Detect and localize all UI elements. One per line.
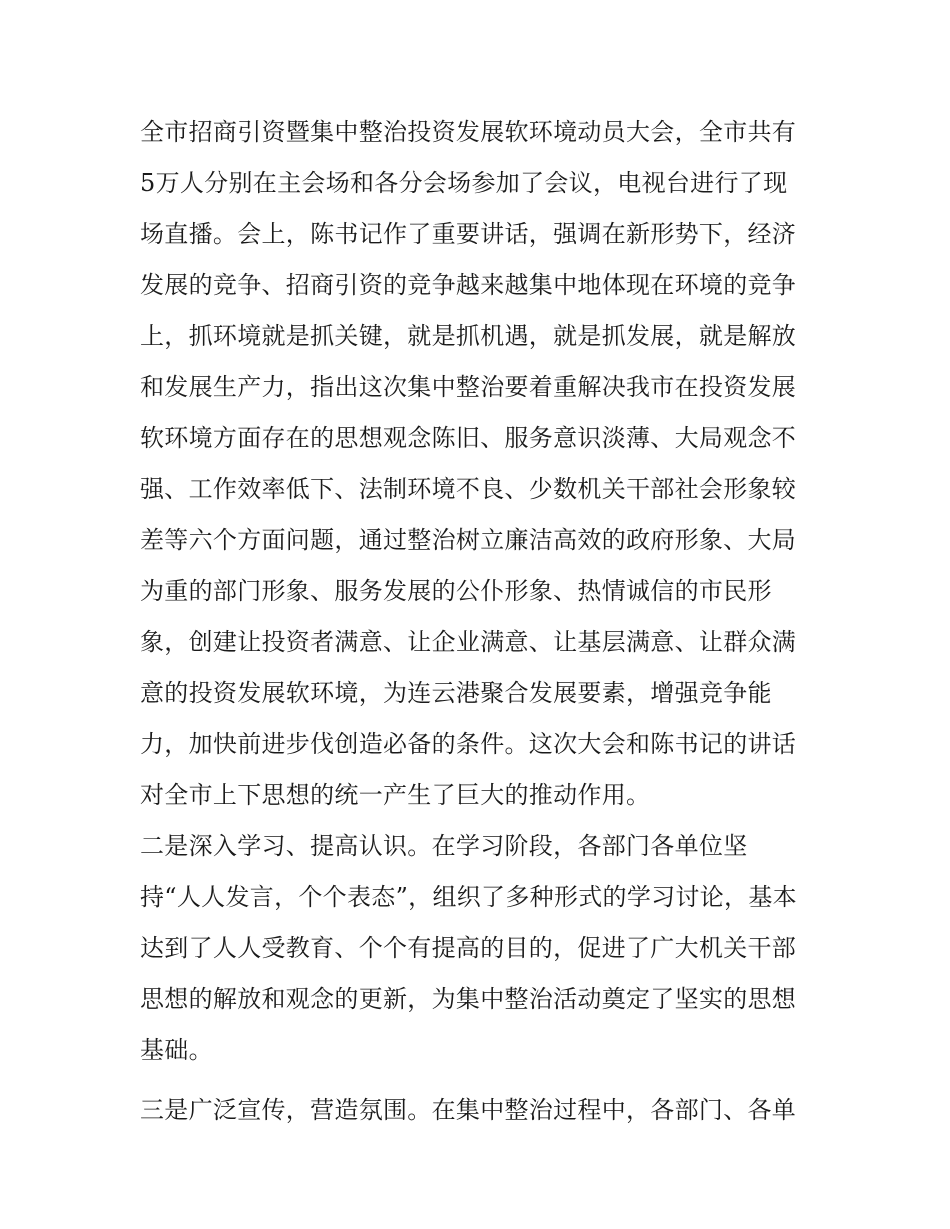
text-line: 三是广泛宣传，营造氛围。在集中整治过程中，各部门、各单: [140, 1096, 797, 1124]
text-line: 和发展生产力，指出这次集中整治要着重解决我市在投资发展: [140, 373, 797, 401]
paragraph-spacing: [140, 1076, 830, 1085]
text-line: 意的投资发展软环境，为连云港聚合发展要素，增强竞争能: [140, 679, 772, 707]
text-line: 思想的解放和观念的更新，为集中整治活动奠定了坚实的思想: [140, 985, 797, 1013]
text-line: 基础。: [140, 1036, 213, 1064]
text-line: 达到了人人受教育、个个有提高的目的，促进了广大机关干部: [140, 934, 797, 962]
text-line: 全市招商引资暨集中整治投资发展软环境动员大会，全市共有: [140, 118, 797, 146]
text-line: 差等六个方面问题，通过整治树立廉洁高效的政府形象、大局: [140, 526, 797, 554]
text-line: 为重的部门形象、服务发展的公仆形象、热情诚信的市民形: [140, 577, 772, 605]
text-line: 场直播。会上，陈书记作了重要讲话，强调在新形势下，经济: [140, 220, 797, 248]
paragraph-deep-study: [140, 821, 830, 1076]
text-line: 发展的竞争、招商引资的竞争越来越集中地体现在环境的竞争: [140, 271, 797, 299]
text-line: 5万人分别在主会场和各分会场参加了会议，电视台进行了现: [140, 169, 788, 197]
text-line: 软环境方面存在的思想观念陈旧、服务意识淡薄、大局观念不: [140, 424, 797, 452]
document-body: [140, 107, 830, 1136]
paragraph-publicity: [140, 1085, 830, 1136]
text-line: 力，加快前进步伐创造必备的条件。这次大会和陈书记的讲话: [140, 730, 797, 758]
text-line: 上，抓环境就是抓关键，就是抓机遇，就是抓发展，就是解放: [140, 322, 797, 350]
text-line: 二是深入学习、提高认识。在学习阶段，各部门各单位坚: [140, 832, 748, 860]
text-line: 对全市上下思想的统一产生了巨大的推动作用。: [140, 781, 651, 809]
paragraph-mobilization-meeting: [140, 107, 830, 821]
text-line: 强、工作效率低下、法制环境不良、少数机关干部社会形象较: [140, 475, 797, 503]
text-line: 持“人人发言，个个表态”，组织了多种形式的学习讨论，基本: [140, 883, 797, 911]
text-line: 象，创建让投资者满意、让企业满意、让基层满意、让群众满: [140, 628, 797, 656]
